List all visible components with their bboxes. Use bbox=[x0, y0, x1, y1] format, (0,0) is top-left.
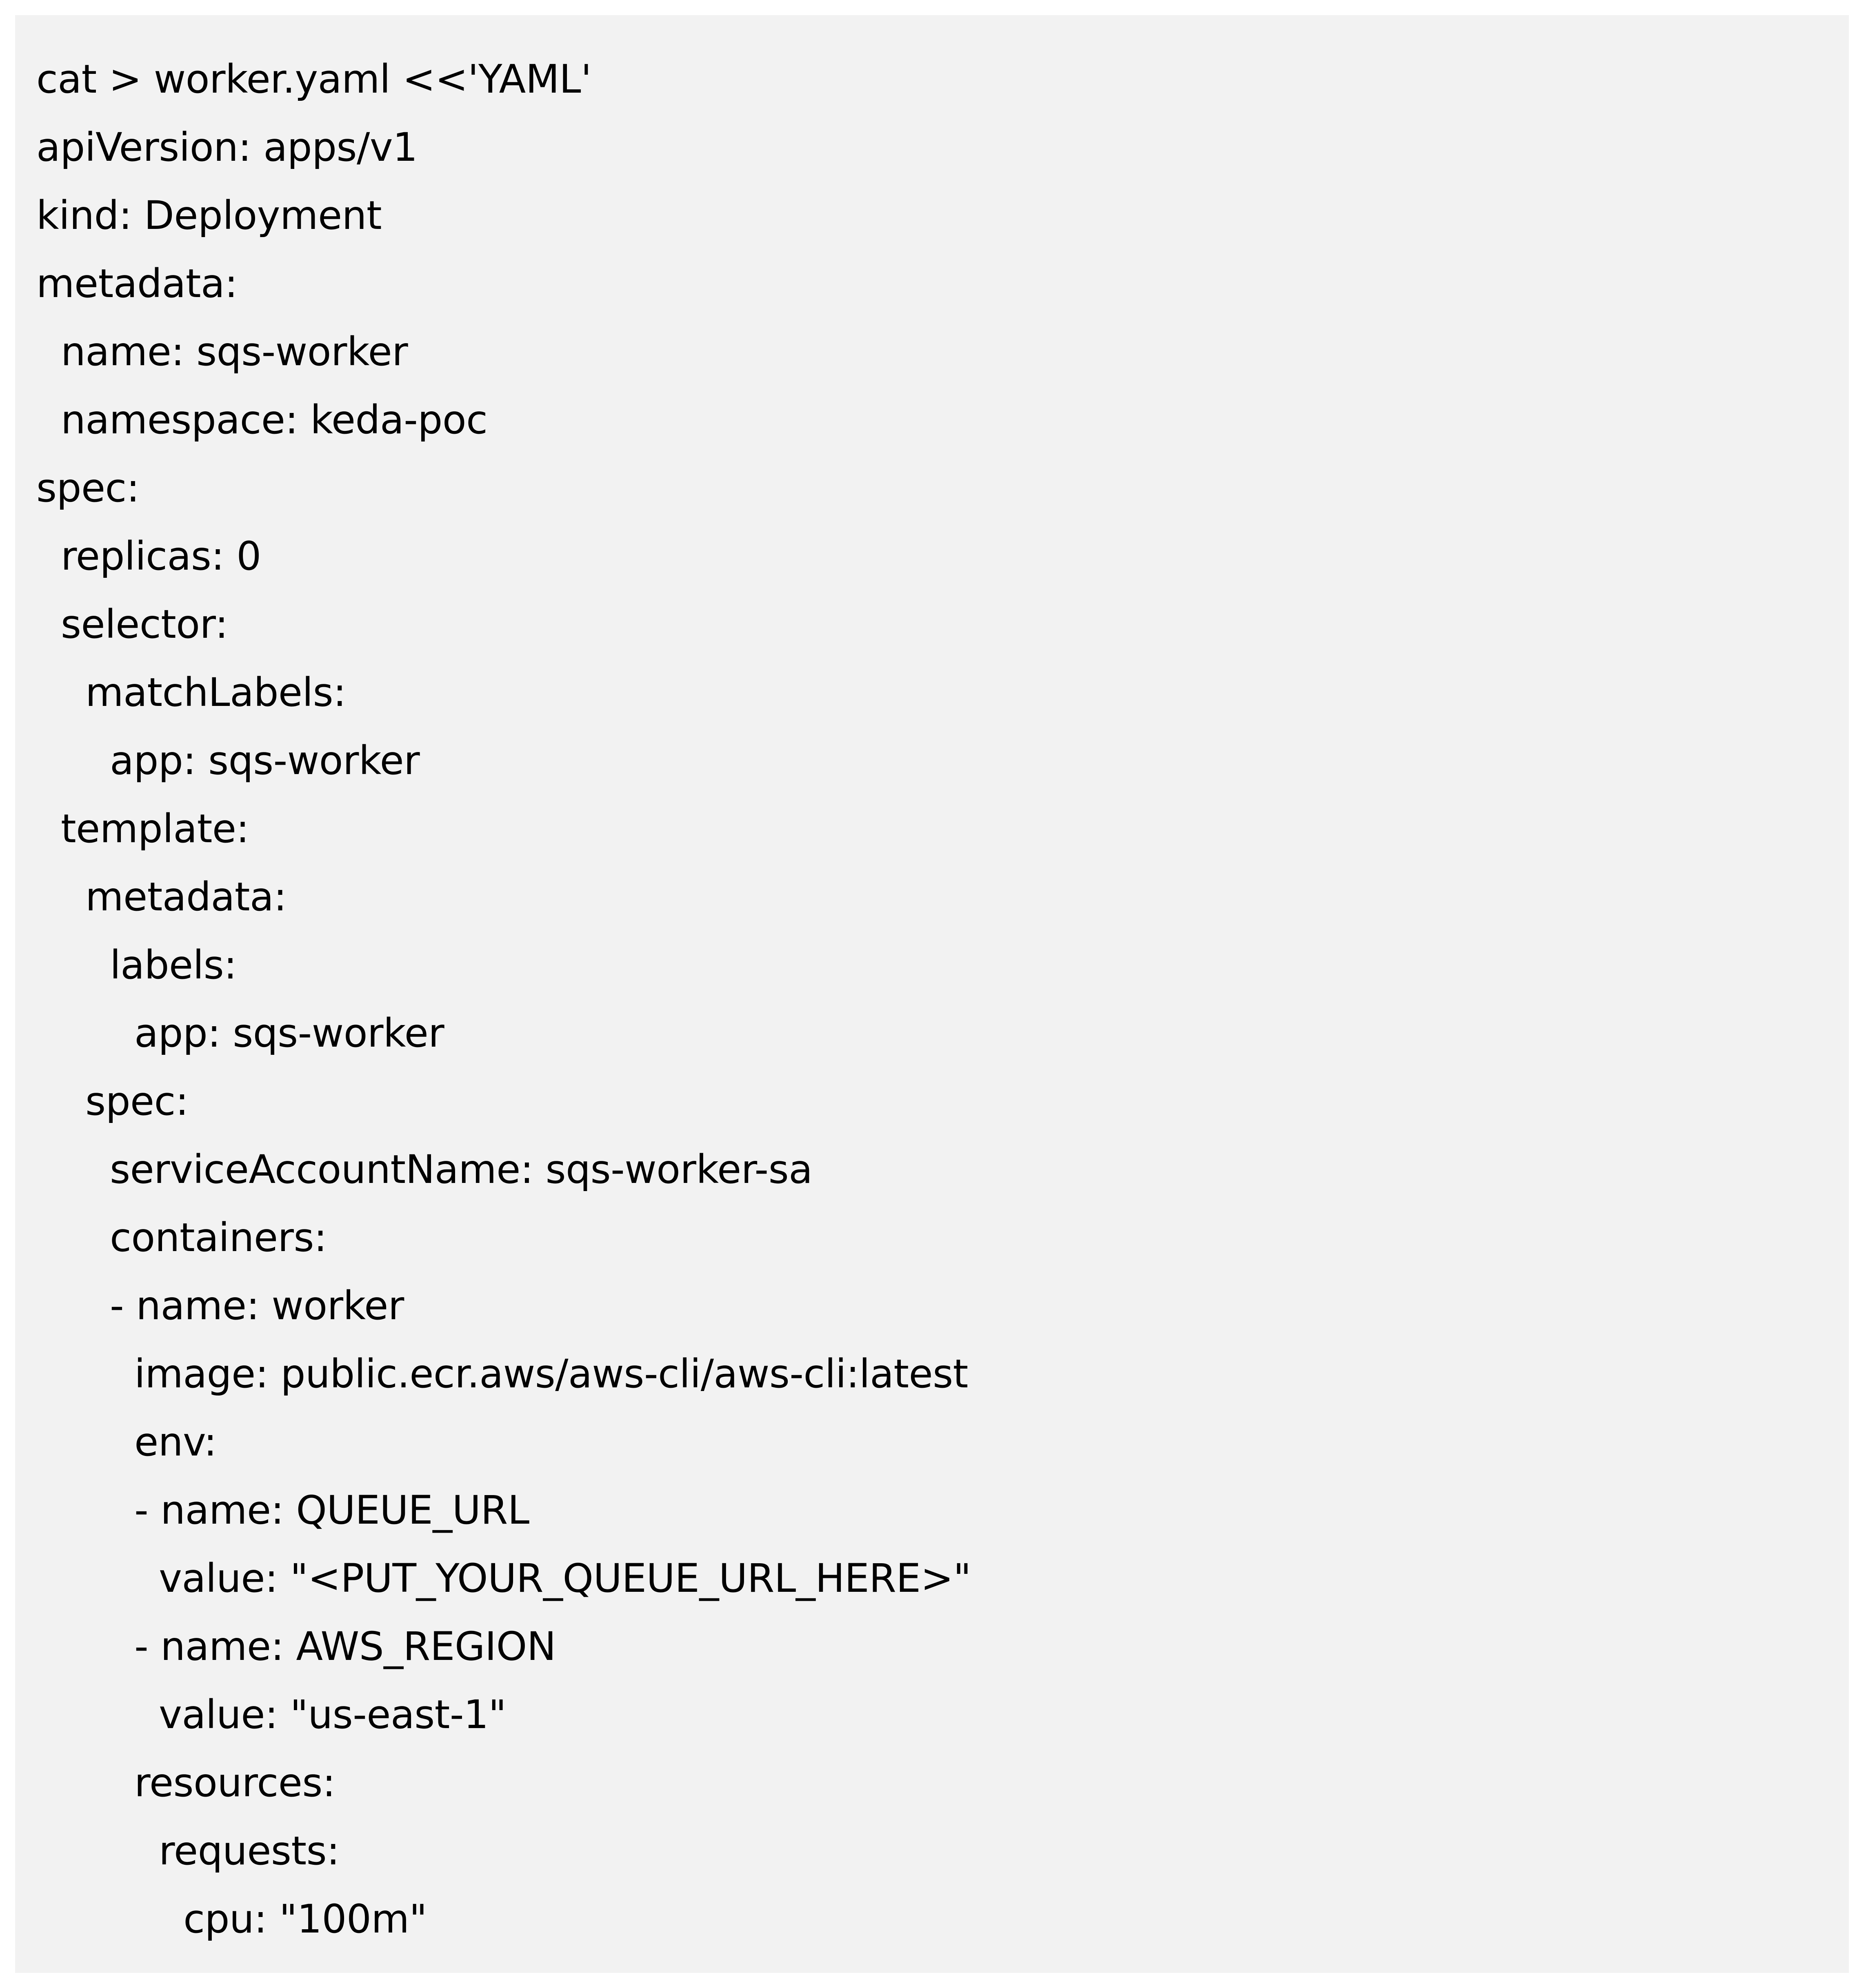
code-line: value: "<PUT_YOUR_QUEUE_URL_HERE>" bbox=[36, 1555, 971, 1601]
code-line: apiVersion: apps/v1 bbox=[36, 124, 418, 170]
code-line: name: sqs-worker bbox=[36, 329, 408, 375]
code-line: cat > worker.yaml <<'YAML' bbox=[36, 56, 592, 102]
code-line: image: public.ecr.aws/aws-cli/aws-cli:latest bbox=[36, 1351, 968, 1397]
code-block bbox=[15, 15, 1849, 1973]
code-line: namespace: keda-poc bbox=[36, 397, 488, 443]
code-line: spec: bbox=[36, 465, 140, 511]
code-line: resources: bbox=[36, 1760, 335, 1806]
code-line: - name: worker bbox=[36, 1283, 404, 1329]
code-line: labels: bbox=[36, 942, 237, 988]
code-line: spec: bbox=[36, 1078, 189, 1124]
code-line: template: bbox=[36, 806, 249, 852]
code-line: app: sqs-worker bbox=[36, 738, 420, 783]
code-line: selector: bbox=[36, 601, 228, 647]
code-line: metadata: bbox=[36, 261, 238, 306]
code-line: env: bbox=[36, 1419, 217, 1465]
code-line: replicas: 0 bbox=[36, 533, 261, 579]
code-line: metadata: bbox=[36, 874, 287, 920]
code-line: matchLabels: bbox=[36, 670, 347, 715]
code-line: - name: QUEUE_URL bbox=[36, 1487, 529, 1533]
code-line: kind: Deployment bbox=[36, 193, 382, 238]
code-line: - name: AWS_REGION bbox=[36, 1624, 556, 1669]
code-line: value: "us-east-1" bbox=[36, 1692, 507, 1737]
code-line: containers: bbox=[36, 1215, 327, 1260]
code-line: app: sqs-worker bbox=[36, 1010, 444, 1056]
code-line: serviceAccountName: sqs-worker-sa bbox=[36, 1147, 813, 1192]
code-line: requests: bbox=[36, 1828, 340, 1874]
code-line: cpu: "100m" bbox=[36, 1896, 427, 1942]
